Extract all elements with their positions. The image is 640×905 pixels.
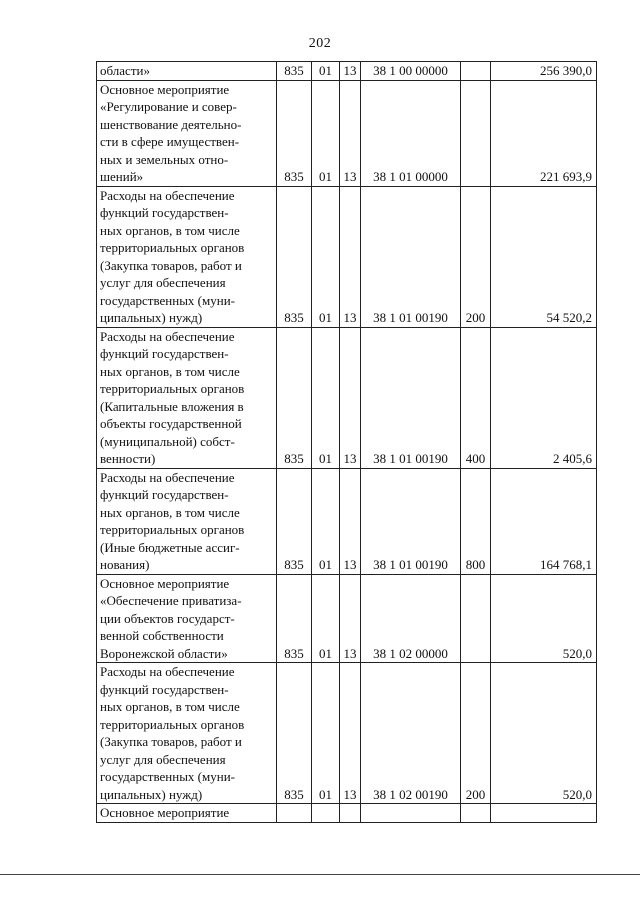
amount-cell: 54 520,2 (491, 186, 597, 327)
ministry-code-cell: 835 (277, 186, 312, 327)
target-article-cell: 38 1 02 00190 (361, 663, 461, 804)
ministry-code-cell: 835 (277, 327, 312, 468)
section-code-cell (312, 804, 340, 823)
subsection-code-cell (340, 804, 361, 823)
subsection-code-cell: 13 (340, 663, 361, 804)
amount-cell: 520,0 (491, 663, 597, 804)
table-row (97, 468, 597, 574)
item-name-cell: Расходы на обеспечение функций государствен- ных органов, в том числе территориальных органов (Капитальные вложения в объекты государственной (муниципальной) собст- венности) (97, 327, 277, 468)
table-row (97, 186, 597, 327)
table-row (97, 804, 597, 823)
bottom-divider (0, 874, 640, 875)
amount-cell: 164 768,1 (491, 468, 597, 574)
table-row (97, 663, 597, 804)
target-article-cell (361, 804, 461, 823)
subsection-code-cell: 13 (340, 574, 361, 663)
ministry-code-cell (277, 804, 312, 823)
subsection-code-cell: 13 (340, 186, 361, 327)
expense-type-cell: 200 (461, 186, 491, 327)
amount-cell: 221 693,9 (491, 80, 597, 186)
subsection-code-cell: 13 (340, 468, 361, 574)
target-article-cell: 38 1 01 00190 (361, 468, 461, 574)
item-name-cell: области» (97, 62, 277, 81)
item-name-cell: Расходы на обеспечение функций государствен- ных органов, в том числе территориальных органов (Закупка товаров, работ и услуг для обеспечения государственных (муни- ципальных) нужд) (97, 186, 277, 327)
target-article-cell: 38 1 00 00000 (361, 62, 461, 81)
amount-cell: 256 390,0 (491, 62, 597, 81)
target-article-cell: 38 1 01 00000 (361, 80, 461, 186)
target-article-cell: 38 1 01 00190 (361, 327, 461, 468)
ministry-code-cell: 835 (277, 80, 312, 186)
item-name-cell: Основное мероприятие «Регулирование и совер- шенствование деятельно- сти в сфере имуществен- ных и земельных отно- шений» (97, 80, 277, 186)
subsection-code-cell: 13 (340, 80, 361, 186)
table-row (97, 327, 597, 468)
ministry-code-cell: 835 (277, 62, 312, 81)
expense-type-cell: 200 (461, 663, 491, 804)
budget-table (96, 61, 597, 823)
target-article-cell: 38 1 01 00190 (361, 186, 461, 327)
ministry-code-cell: 835 (277, 468, 312, 574)
section-code-cell: 01 (312, 186, 340, 327)
item-name-cell: Основное мероприятие «Обеспечение приватиза- ции объектов государст- венной собственности Воронежской области» (97, 574, 277, 663)
expense-type-cell (461, 574, 491, 663)
expense-type-cell: 400 (461, 327, 491, 468)
page-number: 202 (308, 36, 332, 51)
target-article-cell: 38 1 02 00000 (361, 574, 461, 663)
table-row (97, 62, 597, 81)
subsection-code-cell: 13 (340, 327, 361, 468)
section-code-cell: 01 (312, 80, 340, 186)
table-row (97, 574, 597, 663)
item-name-cell: Основное мероприятие (97, 804, 277, 823)
subsection-code-cell: 13 (340, 62, 361, 81)
amount-cell: 520,0 (491, 574, 597, 663)
expense-type-cell (461, 62, 491, 81)
budget-table-body (97, 62, 597, 823)
section-code-cell: 01 (312, 663, 340, 804)
section-code-cell: 01 (312, 574, 340, 663)
amount-cell (491, 804, 597, 823)
table-row (97, 80, 597, 186)
expense-type-cell (461, 80, 491, 186)
item-name-cell: Расходы на обеспечение функций государствен- ных органов, в том числе территориальных органов (Закупка товаров, работ и услуг для обеспечения государственных (муни- ципальных) нужд) (97, 663, 277, 804)
section-code-cell: 01 (312, 62, 340, 81)
ministry-code-cell: 835 (277, 663, 312, 804)
expense-type-cell: 800 (461, 468, 491, 574)
section-code-cell: 01 (312, 327, 340, 468)
amount-cell: 2 405,6 (491, 327, 597, 468)
item-name-cell: Расходы на обеспечение функций государствен- ных органов, в том числе территориальных органов (Иные бюджетные ассиг- нования) (97, 468, 277, 574)
ministry-code-cell: 835 (277, 574, 312, 663)
section-code-cell: 01 (312, 468, 340, 574)
expense-type-cell (461, 804, 491, 823)
